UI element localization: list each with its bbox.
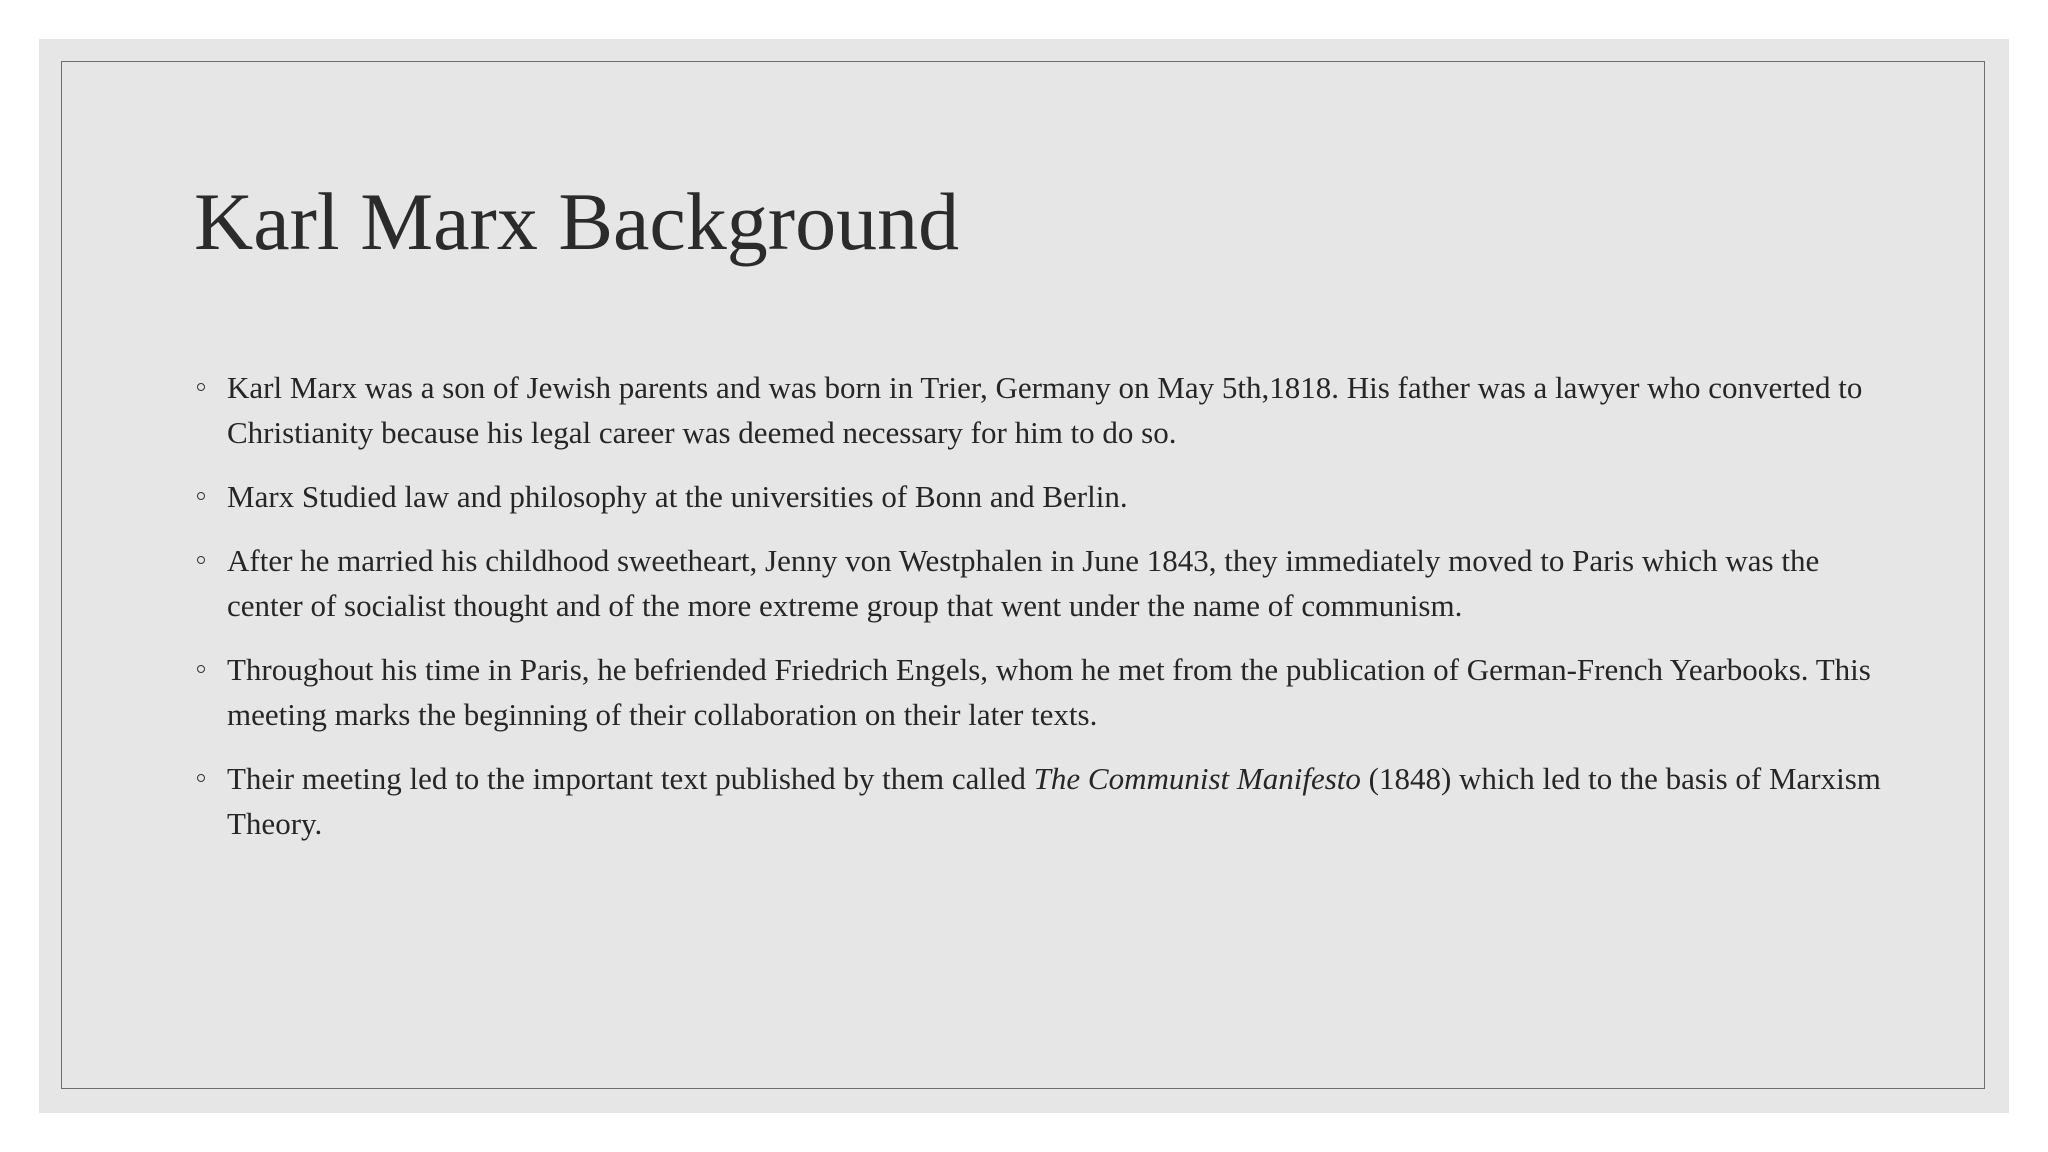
- bullet-text-part: Their meeting led to the important text published by them called: [227, 761, 1034, 796]
- bullet-text: Karl Marx was a son of Jewish parents and was born in Trier, Germany on May 5th,1818. His father was a lawyer who converted to Christianity because his legal career was deemed necessary for him to do so.: [227, 370, 1863, 450]
- bullet-text-part: (1848) which led to the basis of Marxism Theory.: [227, 761, 1881, 841]
- bullet-text: After he married his childhood sweetheart, Jenny von Westphalen in June 1843, they immediately moved to Paris which was the center of socialist thought and of the more extreme group that went under the name of communism.: [227, 543, 1820, 623]
- bullet-list: [227, 365, 1887, 865]
- bullet-text: Throughout his time in Paris, he befriended Friedrich Engels, whom he met from the publication of German-French Yearbooks. This meeting marks the beginning of their collaboration on their later texts.: [227, 652, 1871, 732]
- bullet-circle-icon: [197, 492, 205, 500]
- bullet-circle-icon: [197, 665, 205, 673]
- slide: [39, 39, 2009, 1113]
- bullet-text: Marx Studied law and philosophy at the universities of Bonn and Berlin.: [227, 479, 1128, 514]
- bullet-circle-icon: [197, 774, 205, 782]
- bullet-item: [227, 647, 1887, 737]
- bullet-text: [227, 761, 1881, 841]
- slide-title: Karl Marx Background: [194, 176, 960, 267]
- bullet-item: [227, 538, 1887, 628]
- bullet-circle-icon: [197, 383, 205, 391]
- bullet-item: [227, 474, 1887, 519]
- bullet-item: [227, 756, 1887, 846]
- bullet-circle-icon: [197, 556, 205, 564]
- book-title: The Communist Manifesto: [1033, 761, 1361, 796]
- bullet-item: [227, 365, 1887, 455]
